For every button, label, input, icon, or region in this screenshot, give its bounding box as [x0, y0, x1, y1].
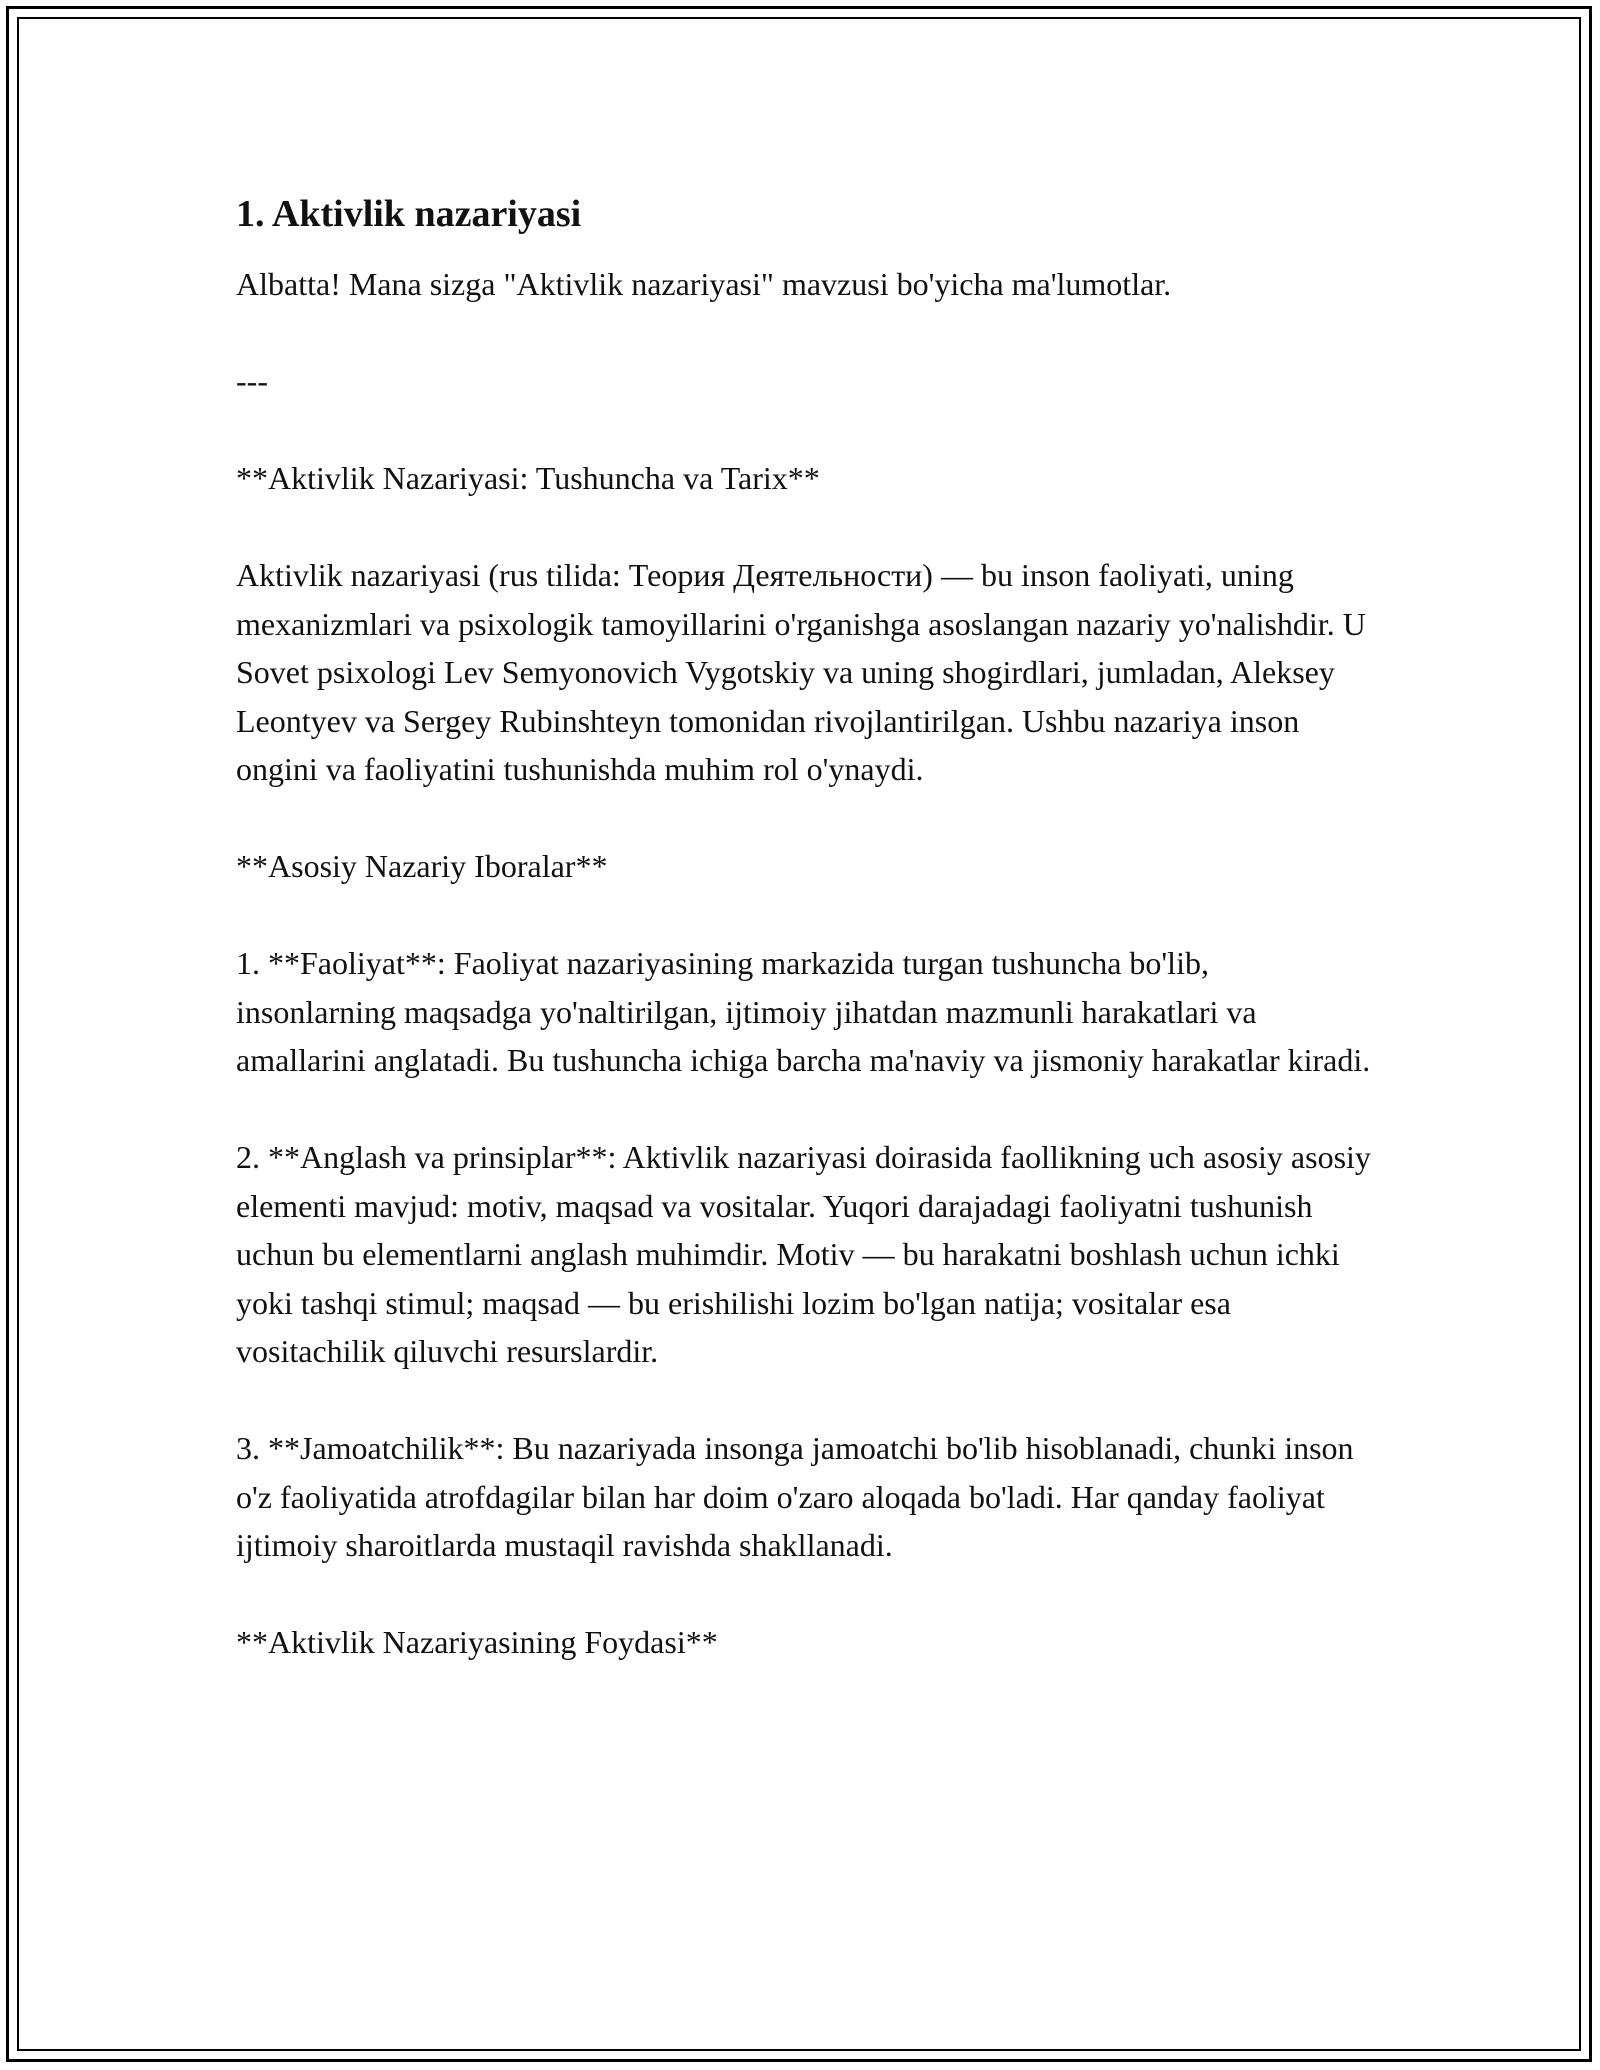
list-item-anglash: 2. **Anglash va prinsiplar**: Aktivlik nazariyasi doirasida faollikning uch asosiy asosiy elementi mavjud: motiv, maqsad va vositalar. Yuqori darajadagi faoliyatni tushunish uchun bu elementlarni anglash muhimdir. Motiv — bu harakatni boshlash uchun ichki yoki tashqi stimul; maqsad — bu erishilishi lozim bo'lgan natija; vositalar esa vositachilik qiluvchi resurslardir. [236, 1139, 1371, 1369]
separator-line: --- [236, 363, 268, 399]
history-paragraph: Aktivlik nazariyasi (rus tilida: Теория Деятельности) — bu inson faoliyati, uning mexanizmlari va psixologik tamoyillarini o'rganishga asoslangan nazariy yo'nalishdir. U Sovet psixologi Lev Semyonovich Vygotskiy va uning shogirdlari, jumladan, Aleksey Leontyev va Sergey Rubinshteyn tomonidan rivojlantirilgan. Ushbu nazariya inson ongini va faoliyatini tushunishda muhim rol o'ynaydi. [236, 557, 1366, 787]
section-heading-benefits: **Aktivlik Nazariyasining Foydasi** [236, 1624, 718, 1660]
intro-paragraph: Albatta! Mana sizga "Aktivlik nazariyasi" mavzusi bo'yicha ma'lumotlar. [236, 266, 1172, 302]
section-heading-concepts: **Asosiy Nazariy Iboralar** [236, 848, 608, 884]
document-title: 1. Aktivlik nazariyasi [236, 193, 582, 235]
section-heading-history: **Aktivlik Nazariyasi: Tushuncha va Tarix** [236, 460, 820, 496]
document-body [236, 188, 1376, 1667]
list-item-jamoatchilik: 3. **Jamoatchilik**: Bu nazariyada insonga jamoatchi bo'lib hisoblanadi, chunki inson o'z faoliyatida atrofdagilar bilan har doim o'zaro aloqada bo'ladi. Har qanday faoliyat ijtimoiy sharoitlarda mustaqil ravishda shakllanadi. [236, 1430, 1354, 1563]
list-item-faoliyat: 1. **Faoliyat**: Faoliyat nazariyasining markazida turgan tushuncha bo'lib, insonlarning maqsadga yo'naltirilgan, ijtimoiy jihatdan mazmunli harakatlari va amallarini anglatadi. Bu tushuncha ichiga barcha ma'naviy va jismoniy harakatlar kiradi. [236, 945, 1371, 1078]
